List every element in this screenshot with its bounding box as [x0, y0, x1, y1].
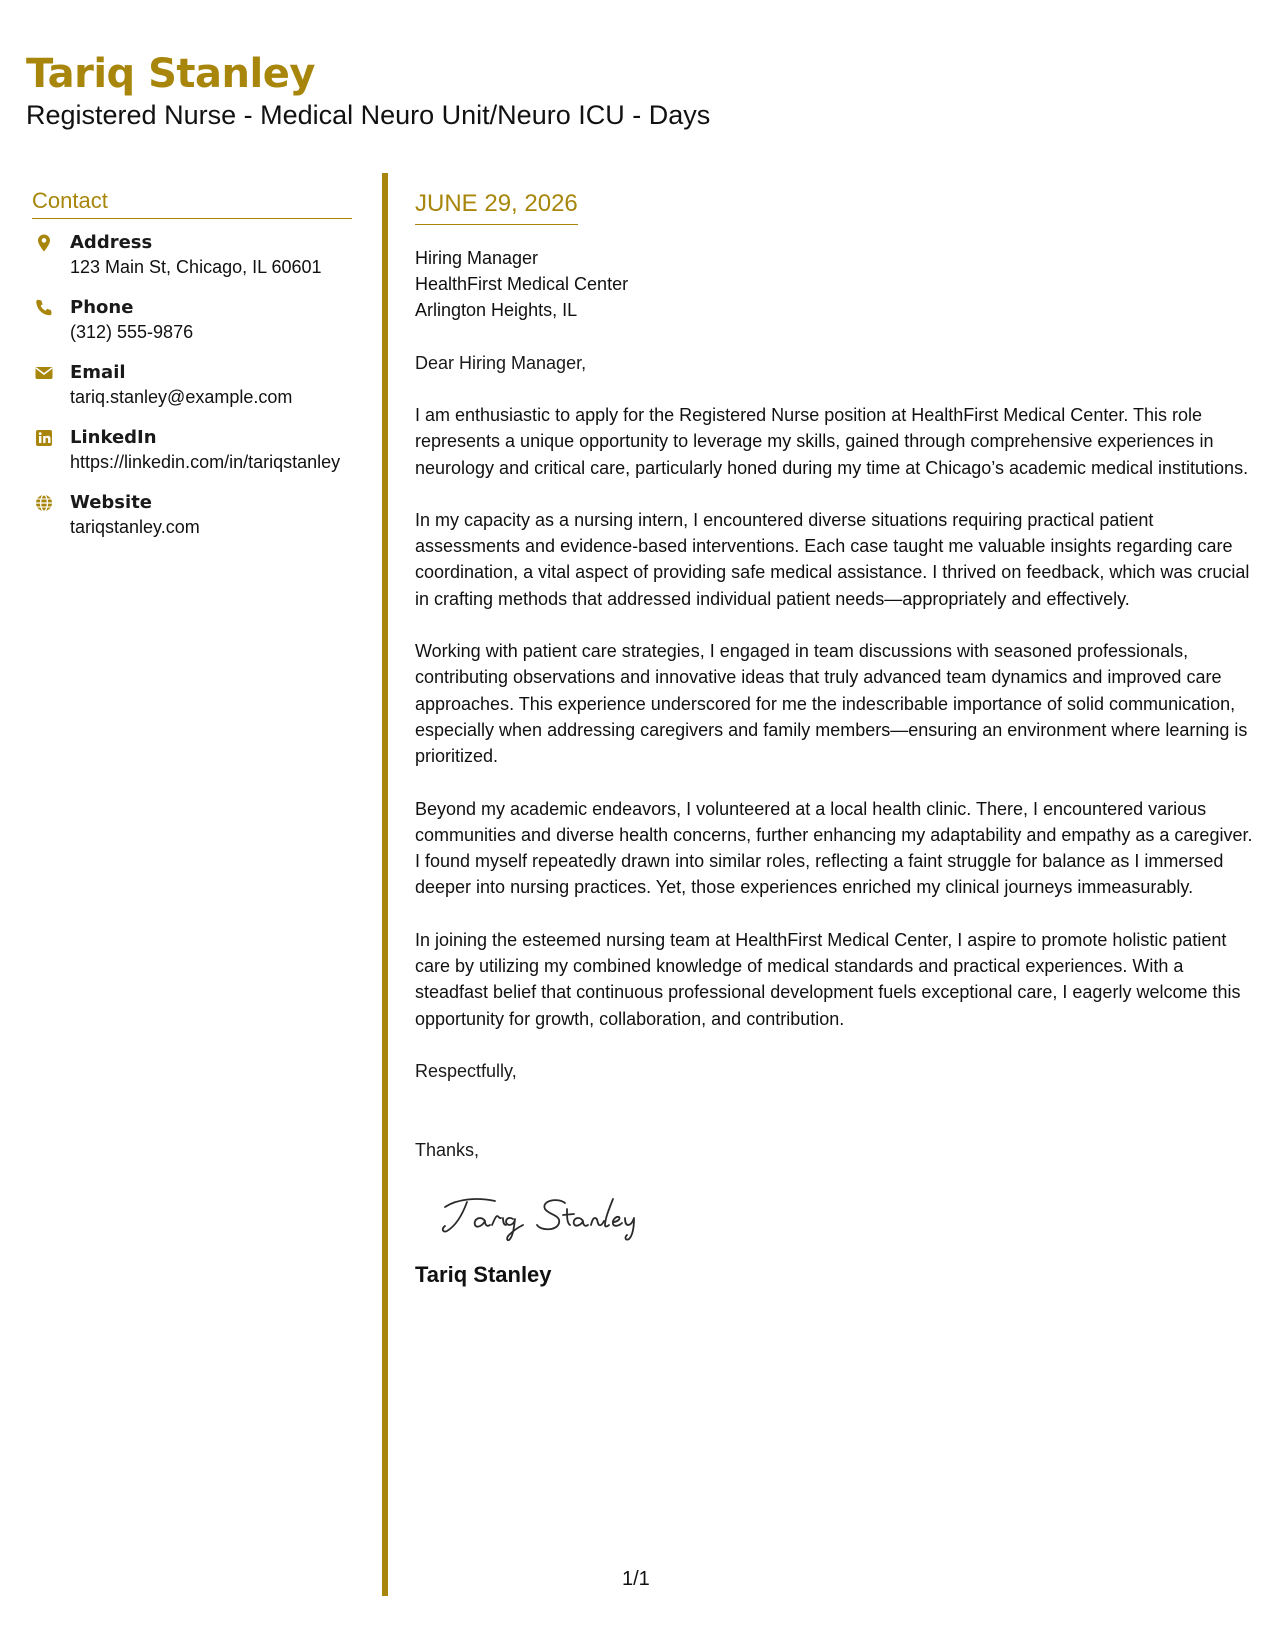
letter-body	[415, 190, 1255, 1289]
signature-image	[437, 1185, 677, 1245]
contact-email	[32, 361, 352, 409]
thanks-line: Thanks,	[415, 1139, 480, 1160]
contact-linkedin	[32, 426, 352, 474]
recipient-line: HealthFirst Medical Center	[415, 274, 629, 294]
phone-value: (312) 555-9876	[70, 322, 194, 342]
recipient-line: Hiring Manager	[415, 248, 539, 268]
contact-sidebar	[32, 188, 352, 556]
page-number: 1/1	[622, 1568, 650, 1590]
map-pin-icon	[34, 233, 54, 253]
envelope-icon	[34, 363, 54, 383]
job-title: Registered Nurse - Medical Neuro Unit/Neuro ICU - Days	[26, 100, 711, 130]
contact-phone	[32, 296, 352, 344]
recipient-line: Arlington Heights, IL	[415, 300, 578, 320]
paragraph: I am enthusiastic to apply for the Registered Nurse position at HealthFirst Medical Center. This role represents a unique opportunity to leverage my skills, gained through comprehensive experiences in neurology and critical care, particularly honed during my time at Chicago’s academic medical institutions.	[415, 405, 1249, 478]
contact-heading: Contact	[32, 188, 352, 219]
website-value[interactable]: tariqstanley.com	[70, 517, 200, 537]
contact-label: Phone	[70, 297, 134, 318]
salutation: Dear Hiring Manager,	[415, 353, 587, 373]
email-value[interactable]: tariq.stanley@example.com	[70, 387, 293, 407]
linkedin-value[interactable]: https://linkedin.com/in/tariqstanley	[70, 452, 341, 472]
signer-name: Tariq Stanley	[415, 1261, 552, 1287]
paragraph: Working with patient care strategies, I engaged in team discussions with seasoned professionals, contributing observations and innovative ideas that truly advanced team dynamics and improved care approaches. This experience underscored for me the indescribable importance of solid communication, especially when addressing caregivers and family members—ensuring an environment where learning is prioritized.	[415, 641, 1248, 767]
letter-date: JUNE 29, 2026	[415, 190, 578, 225]
paragraph: In my capacity as a nursing intern, I encountered diverse situations requiring practical patient assessments and evidence-based interventions. Each case taught me valuable insights regarding care coordination, a vital aspect of providing safe medical assistance. I thrived on feedback, which was crucial in crafting methods that addressed individual patient needs—appropriately and effectively.	[415, 509, 1250, 609]
contact-label: Website	[70, 492, 153, 513]
contact-label: Email	[70, 362, 126, 383]
contact-label: Address	[70, 232, 153, 253]
applicant-name: Tariq Stanley	[26, 51, 315, 97]
contact-website	[32, 491, 352, 539]
contact-address	[32, 231, 352, 279]
paragraph: In joining the esteemed nursing team at HealthFirst Medical Center, I aspire to promote holistic patient care by utilizing my combined knowledge of medical standards and practical experiences. With a steadfast belief that continuous professional development fuels exceptional care, I eagerly welcome this opportunity for growth, collaboration, and contribution.	[415, 929, 1241, 1029]
vertical-divider	[382, 173, 388, 1596]
globe-icon	[34, 493, 54, 513]
address-value: 123 Main St, Chicago, IL 60601	[70, 257, 322, 277]
closing: Respectfully,	[415, 1060, 517, 1081]
phone-icon	[34, 298, 54, 318]
header	[26, 50, 710, 132]
paragraph: Beyond my academic endeavors, I volunteered at a local health clinic. There, I encountered various communities and diverse health concerns, further enhancing my adaptability and empathy as a caregiver. I found myself repeatedly drawn into similar roles, reflecting a faint struggle for balance as I immersed deeper into nursing practices. Yet, those experiences enriched my clinical journeys immeasurably.	[415, 798, 1253, 898]
contact-label: LinkedIn	[70, 427, 157, 448]
linkedin-icon	[34, 428, 54, 448]
recipient-block	[415, 245, 1255, 323]
